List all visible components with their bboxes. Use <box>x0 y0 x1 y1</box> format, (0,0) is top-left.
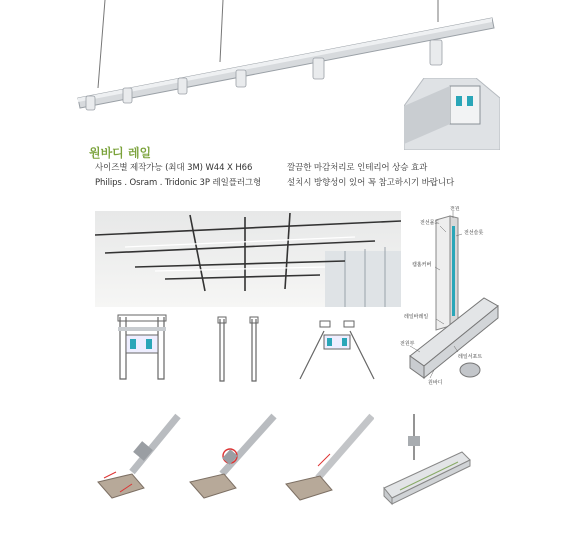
rail-profile-closeup-image <box>404 78 500 150</box>
label-slide-cover: 캡홈커버 <box>412 262 432 268</box>
install-step-3-image <box>282 412 374 504</box>
install-step-1-image <box>92 412 184 504</box>
label-rail-body: 레일바레일 <box>404 314 429 320</box>
spec-compatibility: Philips . Osram . Tridonic 3P 레일플러그형 <box>95 178 262 188</box>
profile-section-exploded <box>294 313 380 385</box>
install-step-2-image <box>186 412 278 504</box>
label-power: 전원 <box>450 206 460 212</box>
label-plug-port: 전원부 <box>400 341 415 347</box>
label-rail-support: 레일서포트 <box>458 354 483 360</box>
label-cable-groove: 전선슬롯 <box>464 230 484 236</box>
install-step-4-image <box>378 412 472 506</box>
label-cable-line: 전선몰드 <box>420 220 440 226</box>
product-title: 원바디 레일 <box>89 146 152 160</box>
spec-size: 사이즈별 제작가능 (최대 3M) W44 X H66 <box>95 163 253 173</box>
label-rail-bottom: 원바디 <box>428 380 443 386</box>
office-ceiling-photo <box>95 211 401 307</box>
spec-install-note: 설치시 방향성이 있어 꼭 참고하시기 바랍니다 <box>287 178 455 188</box>
profile-section-frame <box>208 313 268 385</box>
spec-finish: 깔끔한 마감처리로 인테리어 상승 효과 <box>287 163 428 173</box>
rail-exploded-diagram <box>400 206 510 386</box>
profile-section-assembled <box>112 313 172 385</box>
